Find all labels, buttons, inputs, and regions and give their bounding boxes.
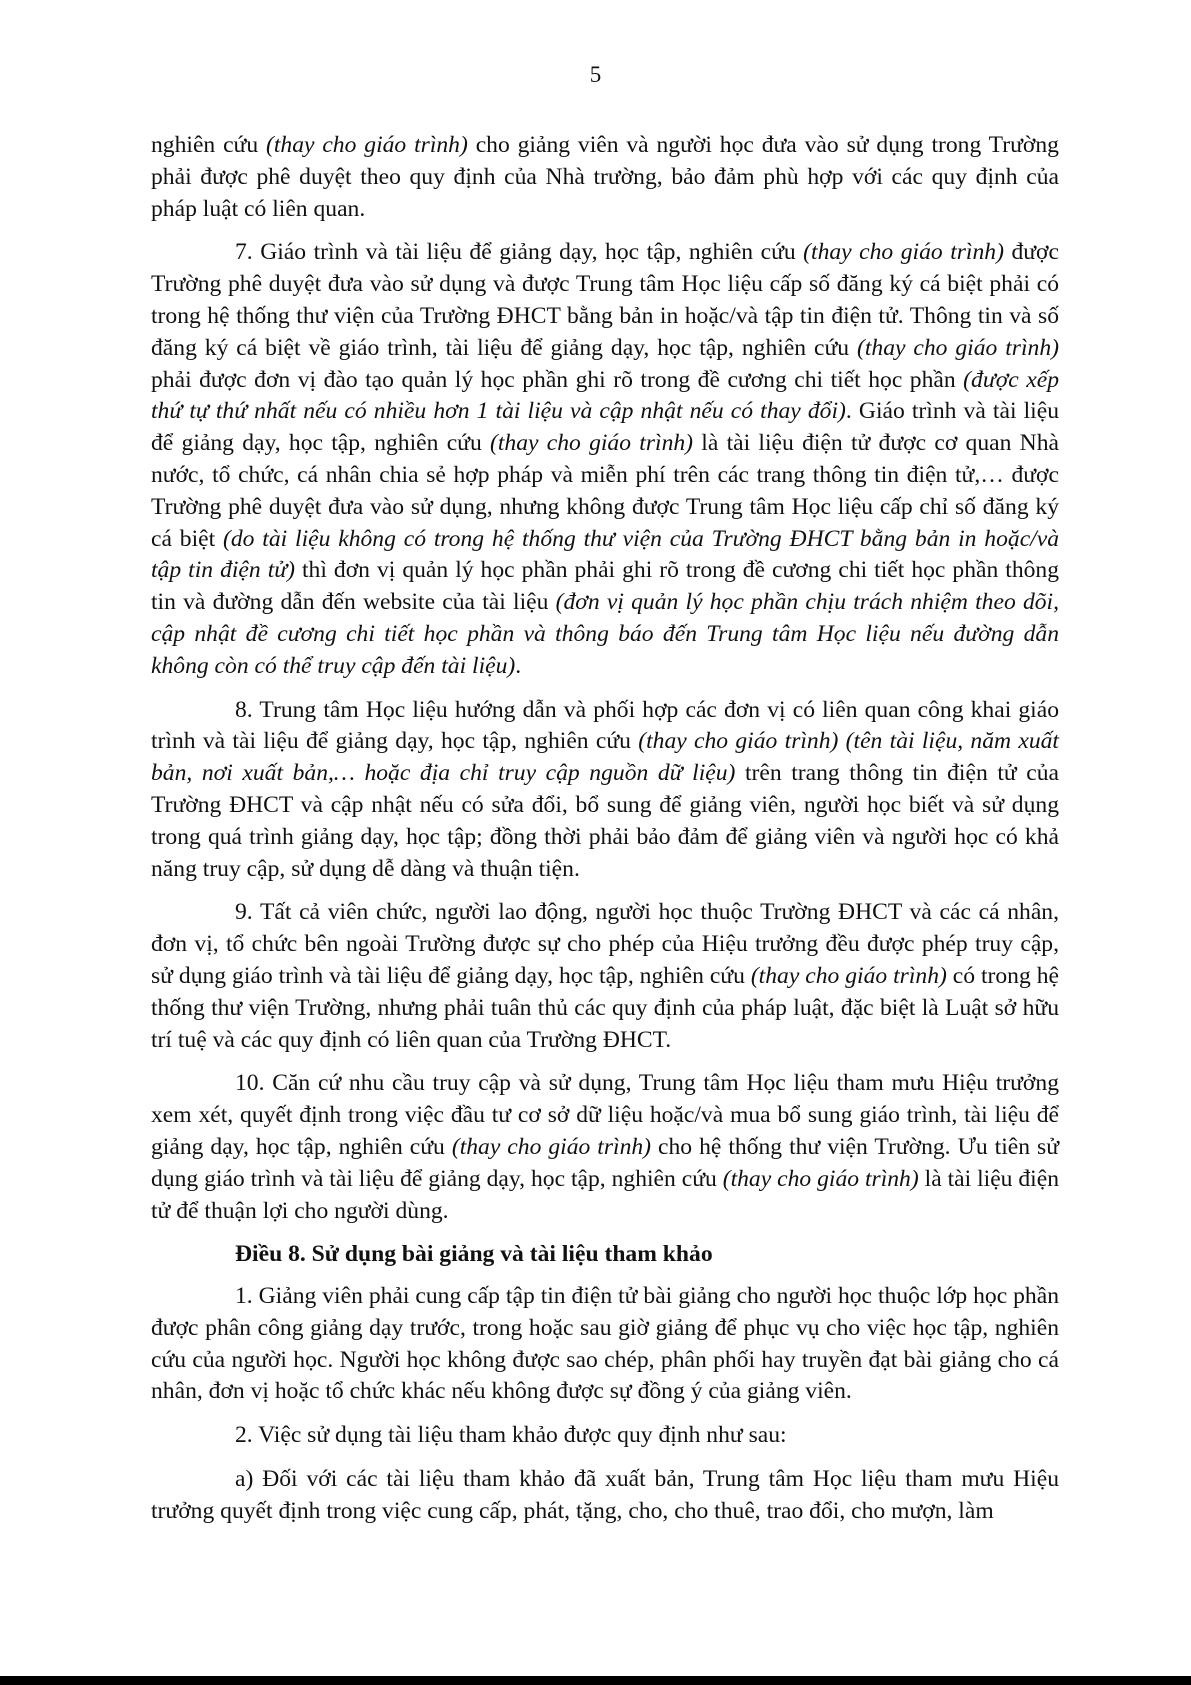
article-8-heading bbox=[151, 1239, 1059, 1271]
italic-text: (thay cho giáo trình) bbox=[803, 239, 1004, 266]
text-run: trên trang thông tin điện tử của Trường ĐHCT và cập nhật nếu có sửa đổi, bổ sung để giảng viên, người học biết và sử dụng trong quá trình giảng dạy, học tập; đồng thời phải bảo đảm để giảng viên và người học có khả năng truy cập, sử dụng dễ dàng và thuận tiện. bbox=[151, 760, 1059, 882]
document-body bbox=[151, 130, 1059, 1528]
page-bottom-edge bbox=[0, 1676, 1191, 1685]
article-8-item-2a bbox=[151, 1464, 1059, 1528]
italic-text: (thay cho giáo trình) bbox=[266, 132, 468, 158]
italic-text: (do tài liệu không có trong hệ thống thư viện của Trường ĐHCT bằng bản in hoặc/và tập tin điện tử) bbox=[151, 525, 1059, 584]
text-run: 2. Việc sử dụng tài liệu tham khảo được quy định như sau: bbox=[235, 1422, 787, 1449]
italic-text: (thay cho giáo trình) bbox=[490, 430, 694, 457]
text-run: . Giáo trình và tài liệu để giảng dạy, học tập, nghiên cứu bbox=[151, 398, 1059, 457]
text-run: thì đơn vị quản lý học phần phải ghi rõ trong đề cương chi tiết học phần thông tin và đường dẫn đến website của tài liệu bbox=[151, 557, 1060, 616]
italic-text: (đơn vị quản lý học phần chịu trách nhiệm theo dõi, cập nhật đề cương chi tiết học phần và thông báo đến Trung tâm Học liệu nếu đường dẫn không còn có thể truy cập đến tài liệu) bbox=[151, 589, 1059, 679]
text-run: cho giảng viên và người học đưa vào sử dụng trong Trường phải được phê duyệt theo quy định của Nhà trường, bảo đảm phù hợp với các quy định của pháp luật có liên quan. bbox=[151, 132, 1059, 222]
paragraph-item-9 bbox=[151, 897, 1059, 1056]
text-run: . bbox=[515, 652, 522, 679]
italic-text: (thay cho giáo trình) bbox=[857, 334, 1059, 361]
article-8-item-2 bbox=[151, 1420, 1059, 1452]
text-run: 9. Tất cả viên chức, người lao động, người học thuộc Trường ĐHCT và các cá nhân, đơn vị, tổ chức bên ngoài Trường được sự cho phép của Hiệu trưởng đều được phép truy cập, sử dụng giáo trình và tài liệu để giảng dạy, học tập, nghiên cứu bbox=[151, 899, 1059, 989]
text-run: là tài liệu điện tử được cơ quan Nhà nước, tổ chức, cá nhân chia sẻ hợp pháp và miễn phí trên các trang thông tin điện tử,… được Trường phê duyệt đưa vào sử dụng, nhưng không được Trung tâm Học liệu cấp chỉ số đăng ký cá biệt bbox=[151, 430, 1059, 552]
text-run: có trong hệ thống thư viện Trường, nhưng phải tuân thủ các quy định của pháp luật, đặc biệt là Luật sở hữu trí tuệ và các quy định có liên quan của Trường ĐHCT. bbox=[151, 962, 1059, 1053]
paragraph-item-10 bbox=[151, 1068, 1059, 1227]
paragraph-item-8 bbox=[151, 695, 1059, 886]
text-run: 10. Căn cứ nhu cầu truy cập và sử dụng, Trung tâm Học liệu tham mưu Hiệu trưởng xem xét, quyết định trong việc đầu tư cơ sở dữ liệu hoặc/và mua bổ sung giáo trình, tài liệu để giảng dạy, học tập, nghiên cứu bbox=[151, 1070, 1059, 1160]
page-number: 5 bbox=[589, 62, 602, 87]
italic-text: (được xếp thứ tự thứ nhất nếu có nhiều hơn 1 tài liệu và cập nhật nếu có thay đổi) bbox=[151, 366, 1059, 425]
article-8-item-1 bbox=[151, 1281, 1059, 1408]
text-run: được Trường phê duyệt đưa vào sử dụng và được Trung tâm Học liệu cấp số đăng ký cá biệt phải có trong hệ thống thư viện của Trường ĐHCT bằng bản in hoặc/và tập tin điện tử. Thông tin và số đăng ký cá biệt về giáo trình, tài liệu để giảng dạy, học tập, nghiên cứu bbox=[151, 239, 1059, 361]
text-run: phải được đơn vị đào tạo quản lý học phần ghi rõ trong đề cương chi tiết học phần bbox=[151, 366, 964, 393]
text-run: Điều 8. Sử dụng bài giảng và tài liệu tham khảo bbox=[235, 1241, 713, 1268]
paragraph-item-7 bbox=[151, 237, 1059, 682]
paragraph-continuation bbox=[151, 130, 1059, 225]
italic-text: (thay cho giáo trình) bbox=[750, 962, 947, 989]
text-run: a) Đối với các tài liệu tham khảo đã xuất bản, Trung tâm Học liệu tham mưu Hiệu trưởng quyết định trong việc cung cấp, phát, tặng, cho, cho thuê, trao đổi, cho mượn, làm bbox=[151, 1466, 1059, 1524]
text-run: nghiên cứu bbox=[151, 132, 266, 158]
text-run: cho hệ thống thư viện Trường. Ưu tiên sử dụng giáo trình và tài liệu để giảng dạy, học tập, nghiên cứu bbox=[151, 1133, 1059, 1192]
text-run: 8. Trung tâm Học liệu hướng dẫn và phối hợp các đơn vị có liên quan công khai giáo trình và tài liệu để giảng dạy, học tập, nghiên cứu bbox=[151, 696, 1059, 755]
text-run: 7. Giáo trình và tài liệu để giảng dạy, học tập, nghiên cứu bbox=[235, 239, 804, 266]
italic-text: (thay cho giáo trình) bbox=[451, 1133, 652, 1160]
italic-text: (thay cho giáo trình) (tên tài liệu, năm xuất bản, nơi xuất bản,… hoặc địa chỉ truy cập nguồn dữ liệu) bbox=[151, 728, 1059, 787]
text-run: là tài liệu điện tử để thuận lợi cho người dùng. bbox=[151, 1165, 1059, 1224]
italic-text: (thay cho giáo trình) bbox=[722, 1165, 919, 1192]
text-run: 1. Giảng viên phải cung cấp tập tin điện tử bài giảng cho người học thuộc lớp học phần được phân công giảng dạy trước, trong hoặc sau giờ giảng để phục vụ cho việc học tập, nghiên cứu của người học. Người học không được sao chép, phân phối hay truyền đạt bài giảng cho cá nhân, đơn vị hoặc tổ chức khác nếu không được sự đồng ý của giảng viên. bbox=[151, 1283, 1059, 1405]
